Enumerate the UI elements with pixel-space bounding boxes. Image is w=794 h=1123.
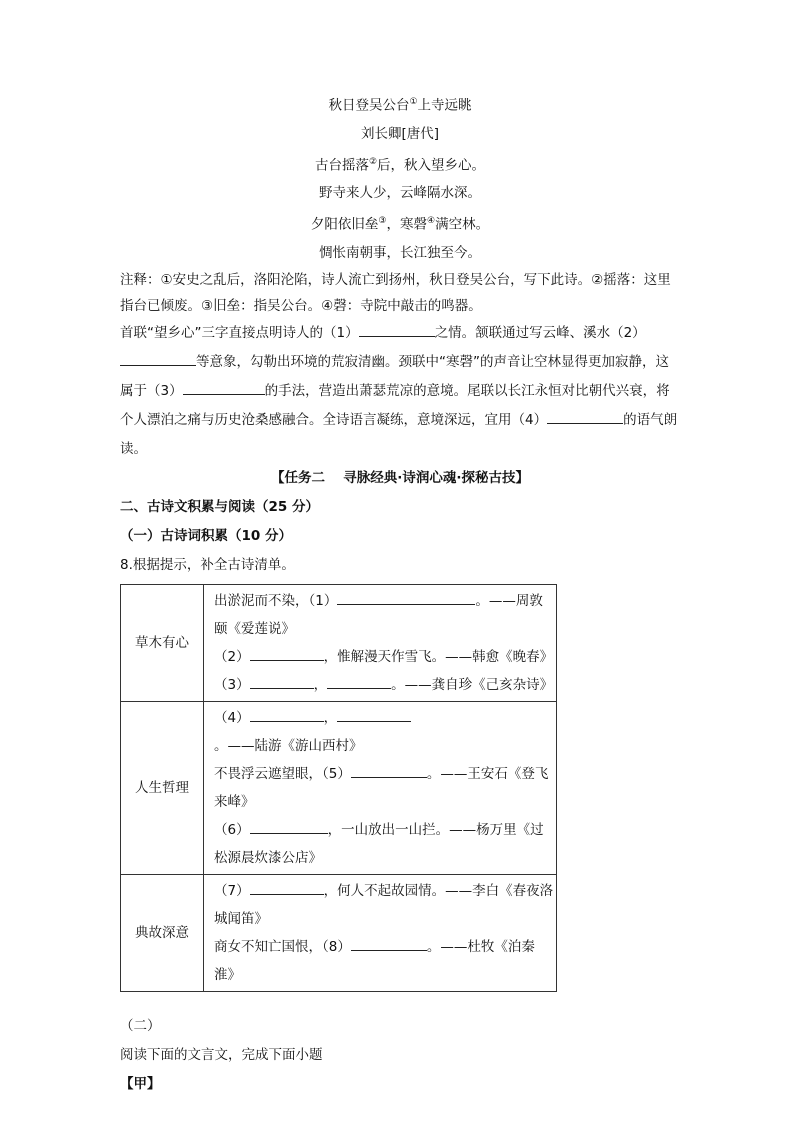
poem-line-1 <box>120 148 680 180</box>
subsection-heading: （一）古诗词积累（10 分） <box>120 527 292 544</box>
poem <box>120 88 680 267</box>
analysis-text: 等意象，勾勒出环境的荒寂清幽。颈联中“寒磬”的声音让空林显得更加寂静，这属于（3） <box>120 353 669 399</box>
poem-text: 野寺来人少，云峰隔水深。 <box>319 185 481 201</box>
poem-list-table <box>120 584 557 992</box>
category-cell: 草木有心 <box>121 584 204 701</box>
poem-line-3 <box>120 207 680 239</box>
poem-author: 刘长卿[唐代] <box>360 125 440 142</box>
poem-title-text: 秋日登吴公台 <box>328 97 410 114</box>
poem-text: ，寒磬 <box>386 216 427 233</box>
analysis-text: 之情。颔联通过写云峰、溪水（2） <box>434 324 646 341</box>
category-cell: 人生哲理 <box>121 701 204 874</box>
footnote-marker: ② <box>368 156 378 167</box>
poem-text: 古台摇落 <box>314 157 369 173</box>
entry-line <box>214 671 554 699</box>
category-cell: 典故深意 <box>121 874 204 991</box>
entry-text: （3） <box>214 676 250 693</box>
entries-cell <box>204 701 557 874</box>
entry-line <box>214 877 554 933</box>
footnote-marker: ③ <box>378 216 387 226</box>
entry-text: 。——杜牧《泊秦淮》 <box>214 938 535 983</box>
table-row <box>121 874 557 991</box>
answer-blank[interactable] <box>337 589 475 605</box>
table-row <box>121 584 557 701</box>
answer-blank[interactable] <box>250 879 324 895</box>
entry-text: （7） <box>214 882 250 899</box>
answer-blank[interactable] <box>351 935 427 951</box>
answer-blank[interactable] <box>250 706 324 722</box>
poem-title <box>120 88 680 120</box>
footnote-marker: ④ <box>427 216 436 226</box>
answer-blank[interactable] <box>250 818 328 834</box>
entry-text: 商女不知亡国恨，（8） <box>214 938 351 955</box>
entry-text: （4） <box>214 709 250 726</box>
entry-line <box>214 643 554 671</box>
passage-label: 【甲】 <box>120 1075 161 1092</box>
entry-text: ，何人不起故园情。——李白《春夜洛城闻笛》 <box>214 882 554 927</box>
poem-text: 惆怅南朝事，长江独至今。 <box>319 244 481 261</box>
entry-text: 不畏浮云遮望眼，（5） <box>214 765 351 782</box>
answer-blank-2[interactable] <box>120 350 196 366</box>
answer-blank-1[interactable] <box>359 321 435 337</box>
entry-line <box>214 760 554 816</box>
entry-text: （2） <box>214 648 250 665</box>
answer-blank[interactable] <box>250 673 314 689</box>
entry-text: 。——王安石《登飞来峰》 <box>214 765 549 810</box>
poem-text: 后，秋入望乡心。 <box>377 157 486 173</box>
analysis-paragraph <box>120 319 680 464</box>
footnote-marker: ① <box>409 97 418 107</box>
answer-blank[interactable] <box>327 673 391 689</box>
entries-cell <box>204 584 557 701</box>
answer-blank[interactable] <box>337 706 411 722</box>
entry-text: 。——陆游《游山西村》 <box>214 737 363 754</box>
entry-text: ，惟解漫天作雪飞。——韩愈《晚春》 <box>323 648 554 665</box>
task-heading: 【任务二 寻脉经典·诗润心魂·探秘古技】 <box>271 469 529 486</box>
entry-text: ， <box>313 676 328 693</box>
answer-blank-3[interactable] <box>183 379 265 395</box>
section-heading: 二、古诗文积累与阅读（25 分） <box>120 498 319 515</box>
document-page <box>120 88 680 1099</box>
poem-line-4 <box>120 239 680 267</box>
entries-cell <box>204 874 557 991</box>
poem-text: 满空林。 <box>435 216 490 233</box>
poem-text: 夕阳依旧垒 <box>310 216 379 233</box>
analysis-text: 的手法，营造出萧瑟荒凉的意境。尾联以长江永恒对比朝代兴衰，将个人漂泊之痛与历史沧桑感融合。全诗语言凝练，意境深远，宜用（4） <box>120 382 670 428</box>
entry-text: ， <box>323 709 338 726</box>
poem-notes: 注释：①安史之乱后，洛阳沦陷，诗人流亡到扬州，秋日登吴公台，写下此诗。②摇落：这里指台已倾废。③旧垒：指吴公台。④磬：寺院中敲击的鸣器。 <box>120 271 671 314</box>
reading-intro: 阅读下面的文言文，完成下面小题 <box>120 1046 323 1063</box>
entry-text: 。——龚自珍《己亥杂诗》 <box>391 676 554 693</box>
entry-line <box>214 933 554 989</box>
entry-text: 。——周敦颐《爱莲说》 <box>214 592 543 637</box>
question-8: 8.根据提示，补全古诗清单。 <box>120 556 295 573</box>
poem-title-text-2: 上寺远眺 <box>417 97 472 114</box>
analysis-text: 首联“望乡心”三字直接点明诗人的（1） <box>120 324 359 341</box>
table-row <box>121 701 557 874</box>
answer-blank-4[interactable] <box>547 408 623 424</box>
entry-line <box>214 816 554 872</box>
subsection-label: （二） <box>120 1017 161 1034</box>
entry-text: ，一山放出一山拦。——杨万里《过松源晨炊漆公店》 <box>214 821 544 866</box>
analysis-text: 的语气朗读。 <box>120 411 678 457</box>
answer-blank[interactable] <box>351 762 427 778</box>
entry-line <box>214 587 554 643</box>
poem-line-2 <box>120 179 680 207</box>
entry-text: （6） <box>214 821 250 838</box>
entry-line <box>214 704 554 760</box>
entry-text: 出淤泥而不染，（1） <box>214 592 338 609</box>
answer-blank[interactable] <box>250 645 324 661</box>
